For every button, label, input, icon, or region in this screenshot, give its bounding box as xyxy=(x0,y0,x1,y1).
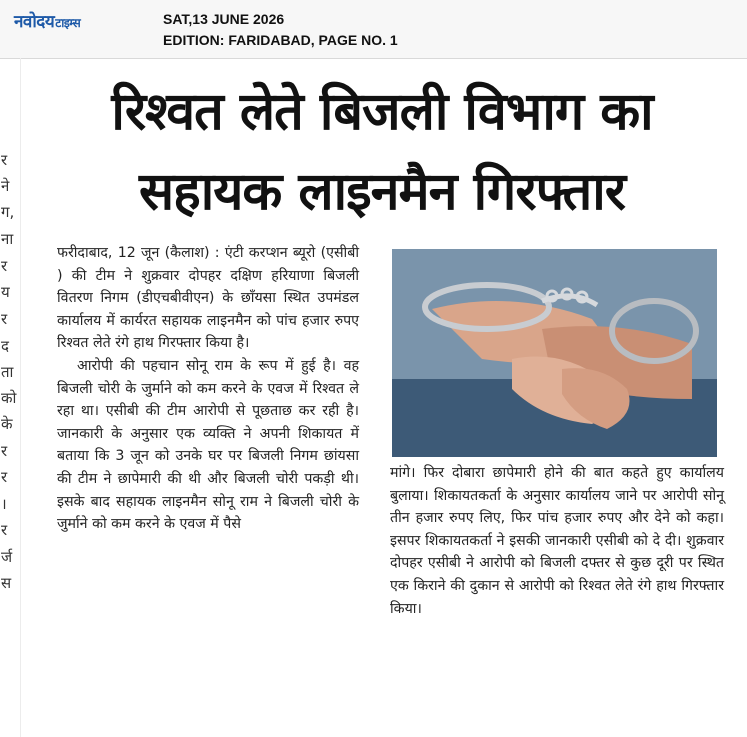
strip-fragment: र xyxy=(1,257,8,275)
adjacent-article-strip xyxy=(0,58,21,737)
strip-fragment: र xyxy=(1,151,8,169)
headline-line-2: सहायक लाइनमैन गिरफ्तार xyxy=(138,162,626,222)
strip-fragment: र xyxy=(1,468,8,486)
publication-date: SAT,13 JUNE 2026 xyxy=(163,11,285,27)
strip-fragment: ता xyxy=(1,363,14,381)
article-headline xyxy=(22,72,742,232)
strip-fragment: ना xyxy=(1,230,14,248)
strip-fragment: र्ज xyxy=(1,548,13,566)
handcuffs-illustration xyxy=(392,249,717,457)
paragraph-3: मांगे। फिर दोबारा छापेमारी होने की बात कहते हुए कार्यालय बुलाया। शिकायतकर्ता के अनुसार कार्यालय जाने पर आरोपी सोनू तीन हजार रुपए लिए, फिर पांच हजार रुपए और देने को कहा। इसपर शिकायतकर्ता ने इसकी जानकारी एसीबी को दे दी। शुक्रवार दोपहर एसीबी ने आरोपी को बिजली दफ्तर से कुछ दूरी पर स्थित एक किराने की दुकान से आरोपी को रिश्वत लेते रंगे हाथ गिरफ्तार किया। xyxy=(390,465,724,617)
strip-fragment: द xyxy=(1,337,9,355)
strip-fragment: र xyxy=(1,442,8,460)
edition-info xyxy=(163,9,398,51)
article-column-2 xyxy=(390,462,724,620)
strip-fragment: को xyxy=(1,389,17,407)
paragraph-lead: फरीदाबाद, 12 जून (कैलाश) : एंटी करप्शन ब्यूरो (एसीबी ) की टीम ने शुक्रवार दोपहर दक्षिण हरियाणा बिजली वितरण निगम (डीएचबीवीएन) के छाँयसा स्थित उपमंडल कार्यालय में कार्यरत सहायक लाइनमैन को पांच हजार रुपए रिश्वत लेते रंगे हाथ गिरफ्तार किया है। xyxy=(57,245,359,352)
strip-fragment: ने xyxy=(1,177,10,195)
paragraph-2: आरोपी की पहचान सोनू राम के रूप में हुई है। वह बिजली चोरी के जुर्माने को कम करने के एवज में रिश्वत ले रहा था। एसीबी की टीम आरोपी से पूछताछ कर रही है। जानकारी के अनुसार एक व्यक्ति ने अपनी शिकायत में बताया कि 3 जून को उनके घर पर बिजली निगम छांयसा की टीम ने छापेमारी की थी और बिजली चोरी पकड़ी थी। इसके बाद सहायक लाइनमैन सोनू राम ने बिजली चोरी के जुर्माने को कम करने के एवज में पैसे xyxy=(57,357,359,533)
headline-line-1: रिश्वत लेते बिजली विभाग का xyxy=(111,82,653,142)
strip-fragment: के xyxy=(1,415,13,433)
article-column-1 xyxy=(57,242,359,536)
logo-sub-text: टाइम्स xyxy=(55,16,81,30)
masthead-bar xyxy=(0,0,747,59)
strip-fragment: ग, xyxy=(1,203,15,221)
edition-page: EDITION: FARIDABAD, PAGE NO. 1 xyxy=(163,32,398,48)
strip-fragment: र xyxy=(1,521,8,539)
strip-fragment: र xyxy=(1,310,8,328)
strip-fragment: । xyxy=(1,495,7,513)
newspaper-logo[interactable] xyxy=(14,9,80,32)
strip-fragment: य xyxy=(1,283,10,301)
handcuffs-photo xyxy=(392,249,717,457)
strip-fragment: स xyxy=(1,574,12,592)
logo-main-text: नवोदय xyxy=(14,12,55,32)
